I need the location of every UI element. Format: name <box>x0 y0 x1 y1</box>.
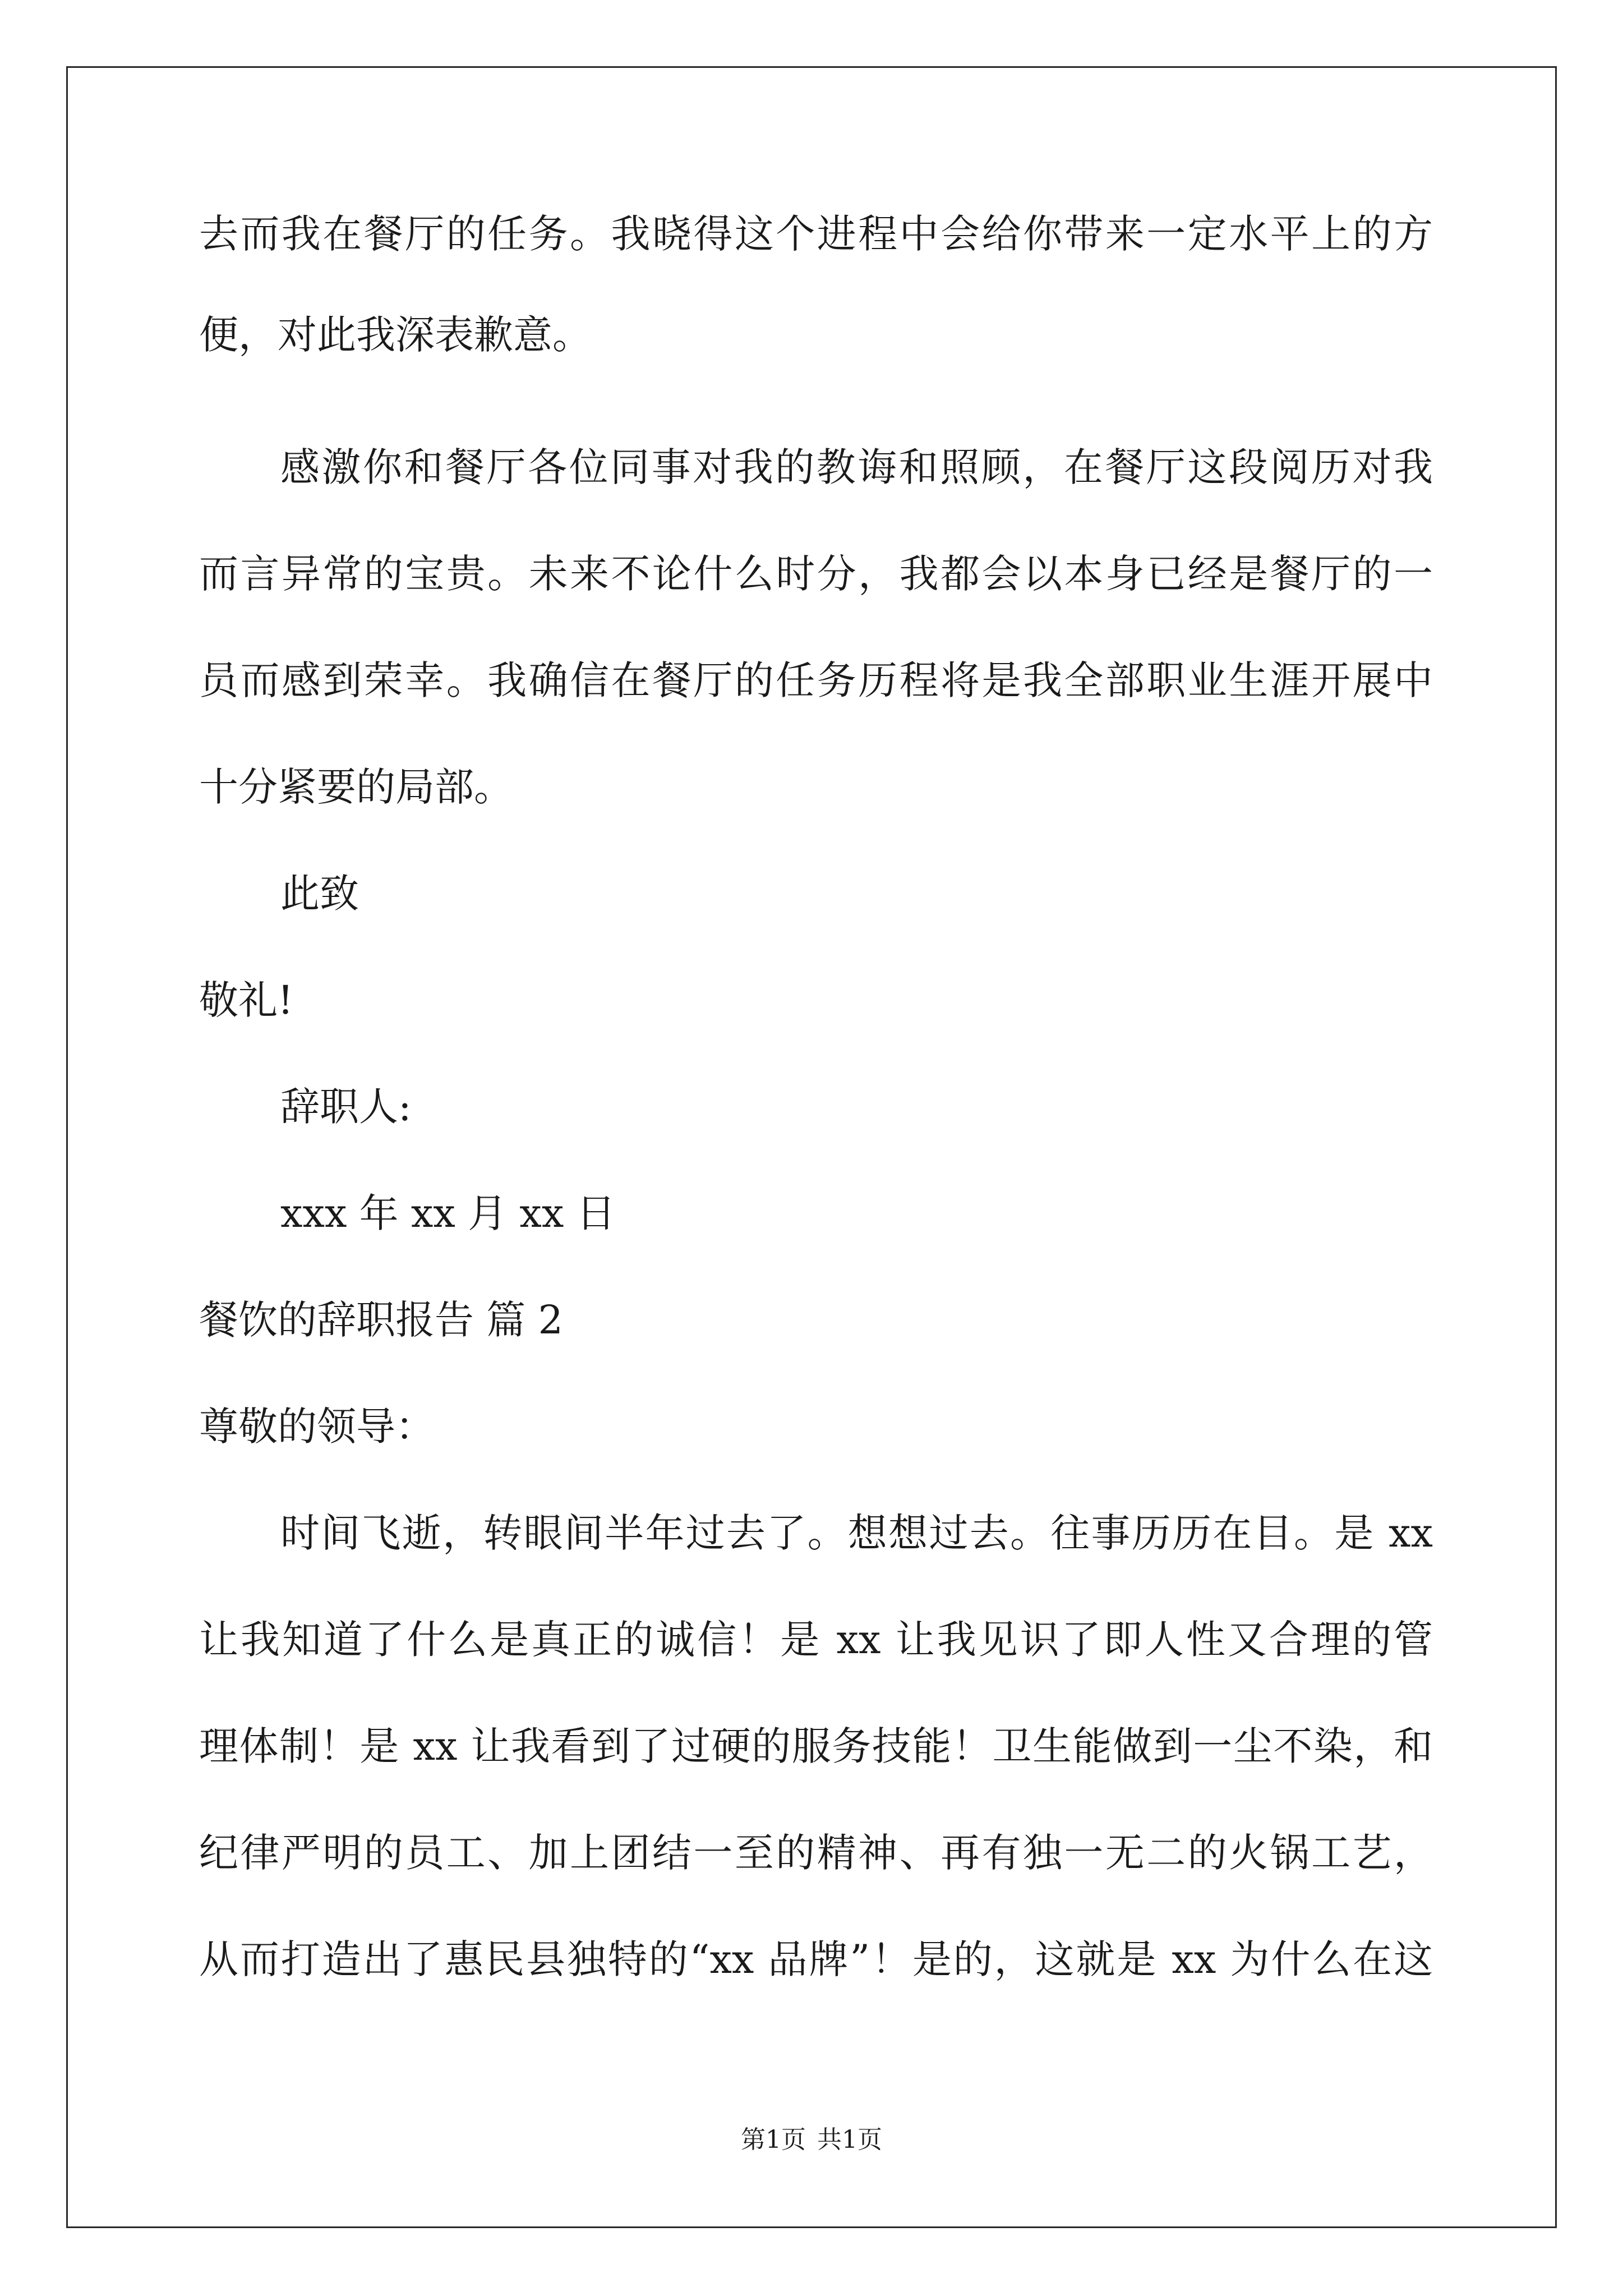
paragraph-line: 而言异常的宝贵。未来不论什么时分，我都会以本身已经是餐厅的一 <box>199 551 1433 597</box>
page-number: 第1页 <box>741 2125 806 2154</box>
closing-salutation: 此致 <box>280 871 359 917</box>
paragraph-line: 员而感到荣幸。我确信在餐厅的任务历程将是我全部职业生涯开展中 <box>199 657 1433 703</box>
paragraph-line: 便，对此我深表歉意。 <box>199 312 592 358</box>
page-footer <box>0 2123 1623 2157</box>
paragraph-line: 理体制！是 xx 让我看到了过硬的服务技能！卫生能做到一尘不染，和 <box>199 1723 1433 1769</box>
page-count: 共1页 <box>817 2125 882 2154</box>
paragraph-line: 去而我在餐厅的任务。我晓得这个进程中会给你带来一定水平上的方 <box>199 211 1433 257</box>
page-border <box>66 66 1557 2228</box>
date-line: xxx 年 xx 月 xx 日 <box>280 1190 616 1236</box>
paragraph-line: 纪律严明的员工、加上团结一至的精神、再有独一无二的火锅工艺， <box>199 1830 1433 1876</box>
section-heading: 餐饮的辞职报告 篇 2 <box>199 1297 564 1343</box>
paragraph-line: 时间飞逝，转眼间半年过去了。想想过去。往事历历在目。是 xx <box>280 1510 1433 1556</box>
signature-label: 辞职人: <box>280 1084 412 1130</box>
paragraph-line: 从而打造出了惠民县独特的“xx 品牌”！是的，这就是 xx 为什么在这 <box>199 1936 1433 1982</box>
paragraph-line: 让我知道了什么是真正的诚信！是 xx 让我见识了即人性又合理的管 <box>199 1617 1433 1663</box>
paragraph-line: 十分紧要的局部。 <box>199 764 513 810</box>
paragraph-line: 感激你和餐厅各位同事对我的教诲和照顾，在餐厅这段阅历对我 <box>280 444 1433 490</box>
closing-regards: 敬礼! <box>199 977 294 1023</box>
greeting: 尊敬的领导： <box>199 1404 435 1450</box>
